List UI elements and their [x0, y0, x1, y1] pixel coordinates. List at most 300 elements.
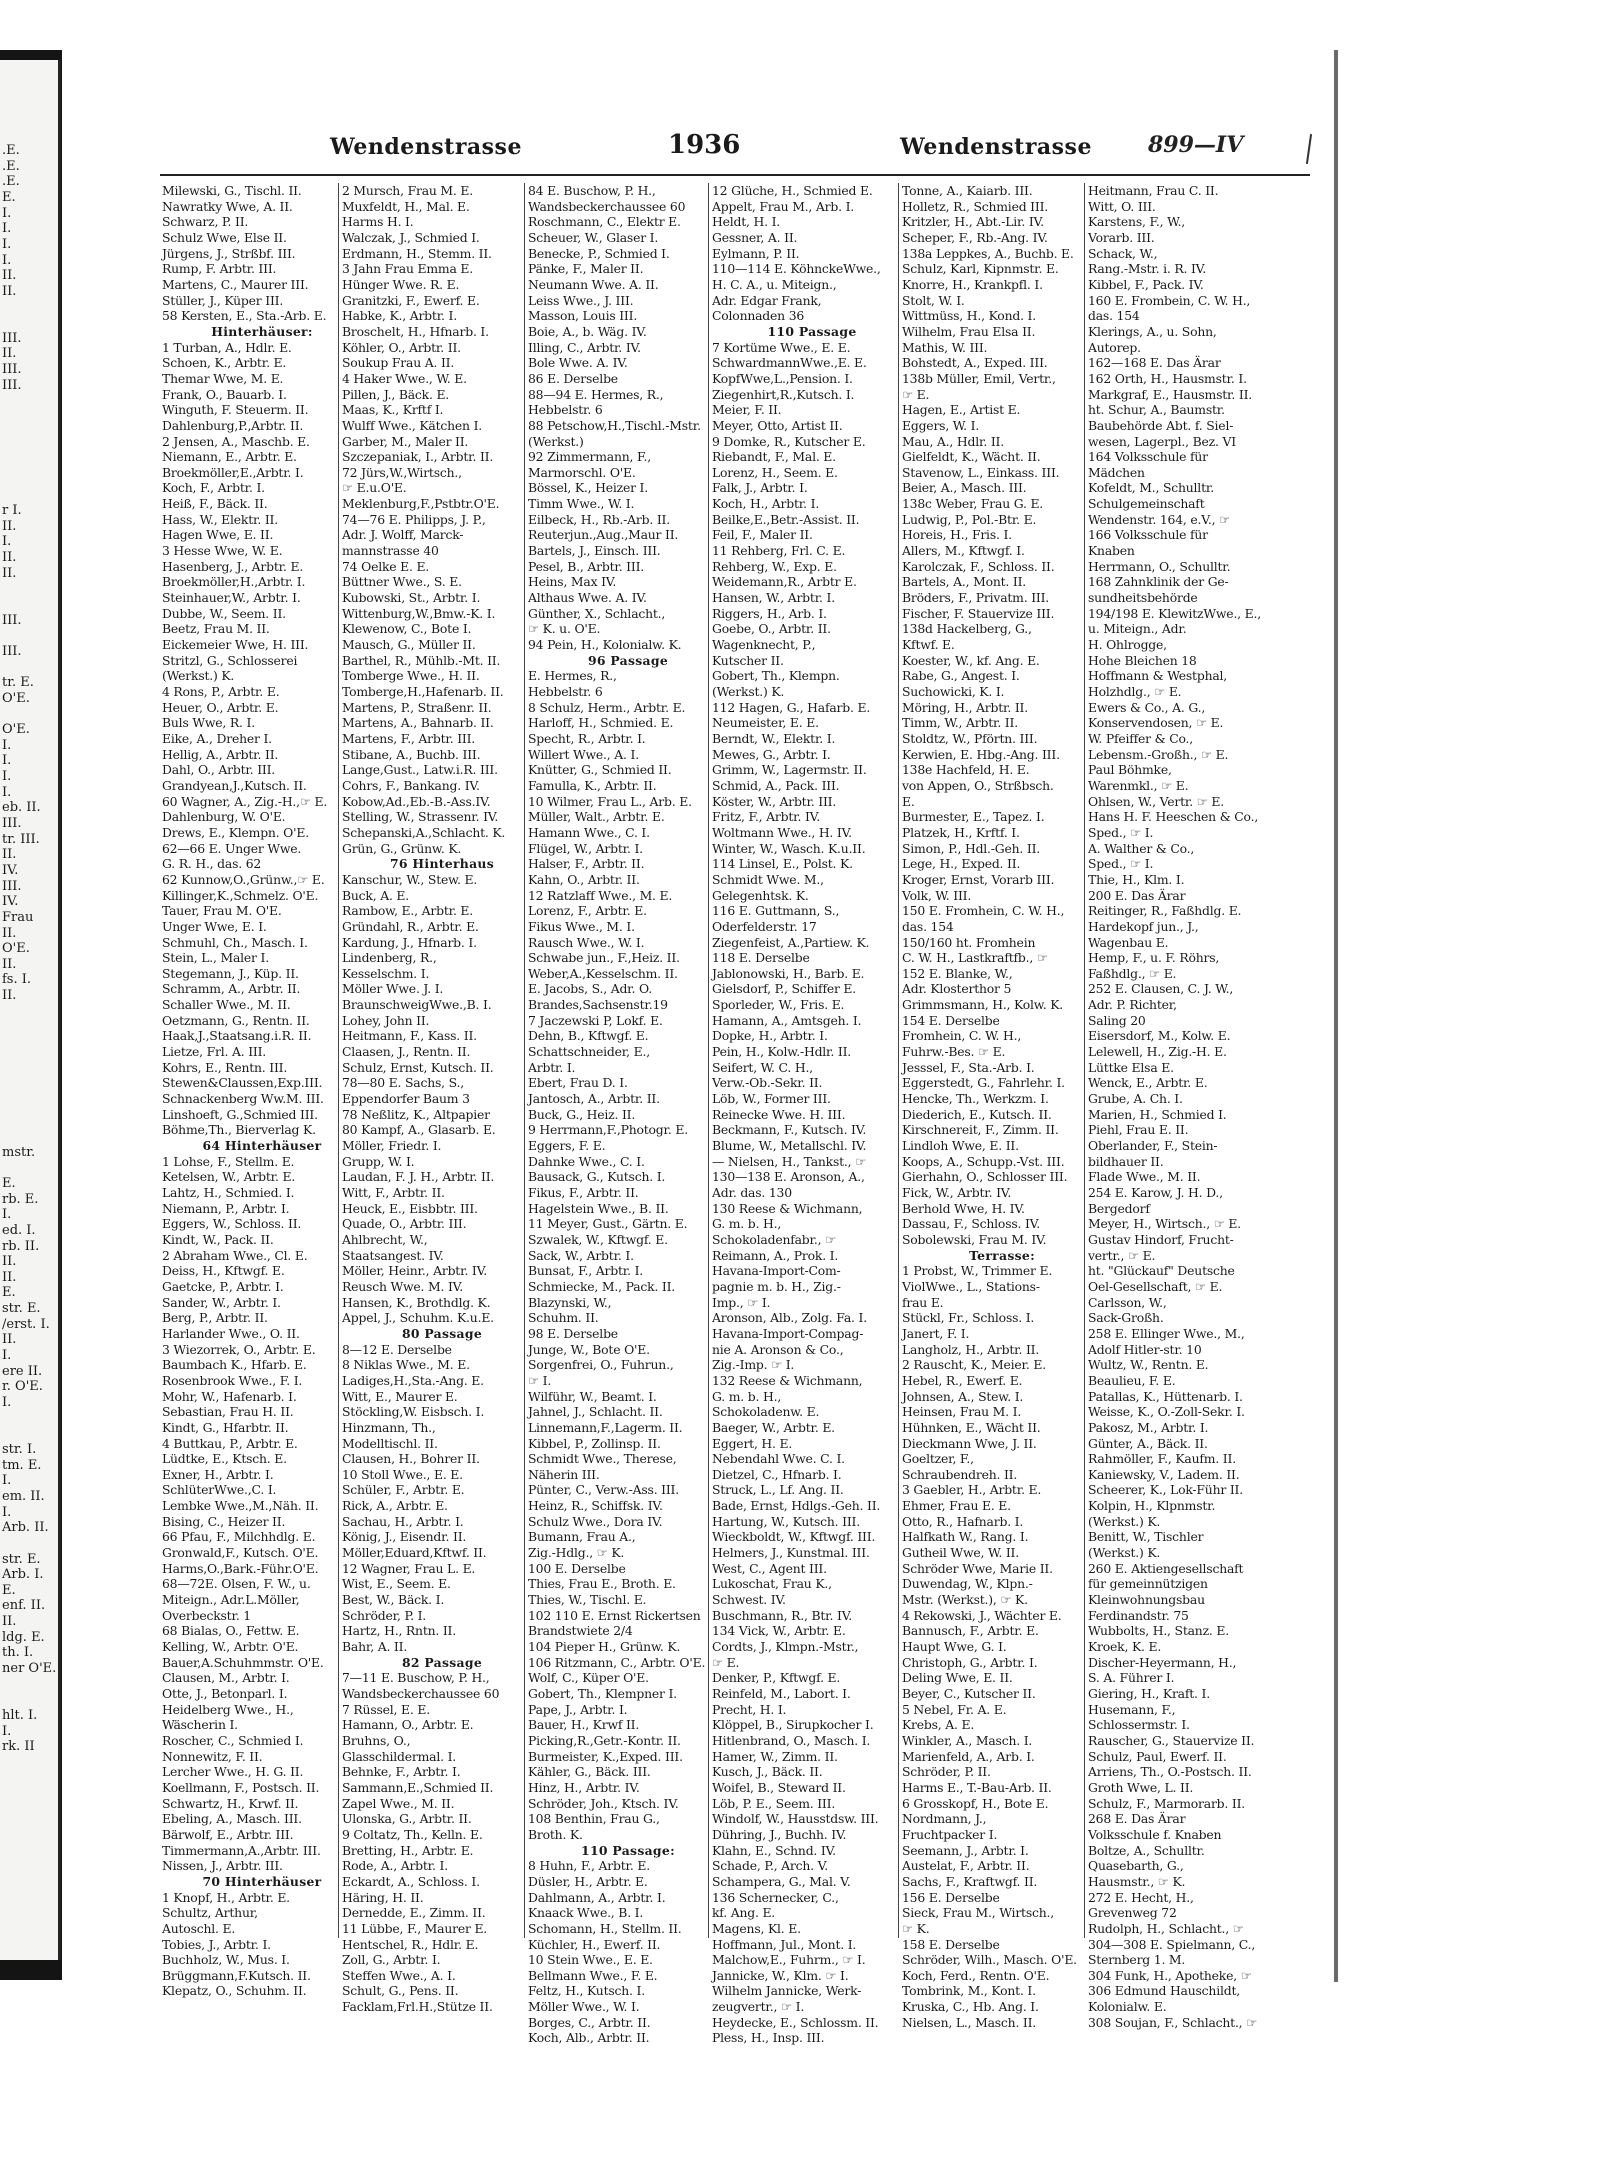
directory-entry: Ziegenfeist, A.,Partiew. K.	[712, 934, 870, 950]
directory-entry: Wagenbau E.	[1088, 934, 1169, 950]
directory-entry: Krebs, A. E.	[902, 1717, 975, 1733]
directory-entry: Precht, H. I.	[712, 1701, 787, 1717]
directory-entry: 194/198 E. KlewitzWwe., E.,	[1088, 605, 1261, 621]
directory-entry: 11 Rehberg, Frl. C. E.	[712, 543, 846, 559]
previous-page-fragment: I.	[2, 1395, 12, 1410]
directory-entry: Hinterhäuser:	[211, 323, 313, 339]
directory-entry: Eggers, F. E.	[528, 1138, 606, 1154]
directory-entry: 152 E. Blanke, W.,	[902, 965, 1013, 981]
directory-entry: 268 E. Das Ärar	[1088, 1811, 1186, 1827]
directory-entry: Heuer, O., Arbtr. E.	[162, 699, 279, 715]
directory-entry: Schmiecke, M., Pack. II.	[528, 1278, 676, 1294]
directory-entry: Terrasse:	[969, 1247, 1035, 1263]
directory-entry: Granitzki, F., Ewerf. E.	[342, 292, 480, 308]
directory-entry: Eggers, W. I.	[902, 417, 980, 433]
directory-entry: Meklenburg,F.,Pstbtr.O'E.	[342, 496, 500, 512]
previous-page-fragment: III.	[2, 878, 22, 894]
directory-entry: Groth Wwe, L. II.	[1088, 1779, 1194, 1795]
directory-entry: BraunschweigWwe.,B. I.	[342, 997, 492, 1013]
directory-entry: Dahlmann, A., Arbtr. I.	[528, 1889, 666, 1905]
directory-entry: W. Pfeiffer & Co.,	[1088, 730, 1193, 746]
directory-entry: Lange,Gust., Latw.i.R. III.	[342, 762, 498, 778]
directory-entry: 12 Wagner, Frau L. E.	[342, 1560, 476, 1576]
directory-entry: Ludwig, P., Pol.-Btr. E.	[902, 511, 1037, 527]
directory-entry: 88—94 E. Hermes, R.,	[528, 386, 664, 402]
directory-entry: Wubbolts, H., Stanz. E.	[1088, 1623, 1229, 1639]
directory-entry: Dahl, O., Arbtr. III.	[162, 762, 276, 778]
directory-entry: 168 Zahnklinik der Ge-	[1088, 574, 1229, 590]
previous-page-fragment: III.	[2, 815, 22, 831]
directory-entry: Adr. P. Richter,	[1088, 997, 1177, 1013]
directory-entry: 7 Jaczewski P, Lokf. E.	[528, 1012, 663, 1028]
directory-entry: A. Walther & Co.,	[1088, 840, 1195, 856]
directory-entry: Ebeling, A., Masch. III.	[162, 1811, 302, 1827]
directory-entry: Heydecke, E., Schlossm. II.	[712, 2014, 879, 2030]
directory-entry: ☞ E.	[902, 386, 930, 402]
directory-entry: 9 Domke, R., Kutscher E.	[712, 433, 866, 449]
directory-entry: Clausen, M., Arbtr. I.	[162, 1670, 290, 1686]
directory-entry: Steffen Wwe., A. I.	[342, 1967, 456, 1983]
directory-entry: Otte, J., Betonparl. I.	[162, 1686, 288, 1701]
directory-entry: Riebandt, F., Mal. E.	[712, 449, 836, 465]
directory-entry: Dietzel, C., Hfnarb. I.	[712, 1466, 842, 1482]
directory-entry: 8—12 E. Derselbe	[342, 1341, 452, 1357]
directory-entry: Famulla, K., Arbtr. II.	[528, 777, 657, 793]
previous-page-fragment: O'E.	[2, 941, 30, 957]
directory-entry: Zapel Wwe., M. II.	[342, 1795, 455, 1811]
directory-entry: Nonnewitz, F. II.	[162, 1748, 263, 1764]
directory-entry: Dieckmann Wwe, J. II.	[902, 1435, 1037, 1451]
directory-entry: Rudolph, H., Schlacht., ☞	[1088, 1920, 1244, 1936]
directory-entry: Weidemann,R., Arbtr E.	[712, 574, 857, 590]
directory-entry: Winkler, A., Masch. I.	[902, 1732, 1033, 1748]
directory-entry: 306 Edmund Hauschildt,	[1088, 1983, 1240, 1999]
directory-entry: Schack, W.,	[1088, 245, 1158, 261]
directory-entry: Eggert, H. E.	[712, 1435, 793, 1451]
directory-entry: Gobert, Th., Klempner I.	[528, 1686, 677, 1701]
directory-entry: Heitmann, Frau C. II.	[1088, 183, 1219, 198]
directory-entry: Nordmann, J.,	[902, 1811, 987, 1827]
directory-entry: Feltz, H., Kutsch. I.	[528, 1983, 645, 1999]
directory-entry: Walczak, J., Schmied I.	[342, 229, 480, 245]
directory-entry: Baeger, W., Arbtr. E.	[712, 1419, 835, 1435]
directory-entry: 108 Benthin, Frau G.,	[528, 1811, 660, 1827]
directory-entry: 304—308 E. Spielmann, C.,	[1088, 1936, 1256, 1952]
directory-entry: Wittmüss, H., Kond. I.	[902, 308, 1036, 324]
directory-entry: 4 Haker Wwe., W. E.	[342, 370, 467, 386]
directory-entry: König, J., Eisendr. II.	[342, 1529, 467, 1545]
directory-entry: 5 Nebel, Fr. A. E.	[902, 1701, 1007, 1717]
directory-entry: Eilbeck, H., Rb.-Arb. II.	[528, 511, 670, 527]
directory-entry: Büttner Wwe., S. E.	[342, 574, 462, 590]
directory-entry: Klöppel, B., Sirupkocher I.	[712, 1717, 874, 1733]
directory-entry: Stegemann, J., Küp. II.	[162, 965, 299, 981]
directory-entry: 58 Kersten, E., Sta.-Arb. E.	[162, 308, 327, 324]
directory-entry: Grupp, W. I.	[342, 1153, 415, 1169]
directory-entry: Berndt, W., Elektr. I.	[712, 730, 836, 746]
directory-entry: Hühnken, E., Wächt II.	[902, 1419, 1041, 1435]
directory-entry: Kesselschm. I.	[342, 965, 430, 981]
directory-entry: Rump, F. Arbtr. III.	[162, 261, 277, 277]
directory-entry: Christoph, G., Arbtr. I.	[902, 1654, 1038, 1670]
directory-entry: E. Hermes, R.,	[528, 668, 617, 684]
directory-entry: Nawratky Wwe, A. II.	[162, 198, 293, 214]
directory-entry: Hinzmann, Th.,	[342, 1419, 436, 1435]
directory-entry: 1 Knopf, H., Arbtr. E.	[162, 1889, 290, 1905]
directory-entry: Grandyean,J.,Kutsch. II.	[162, 777, 307, 793]
directory-entry: Schoen, K., Arbtr. E.	[162, 355, 287, 371]
directory-entry: 1 Probst, W., Trimmer E.	[902, 1263, 1053, 1279]
directory-entry: Neumeister, E. E.	[712, 715, 819, 731]
directory-entry: Knaben	[1088, 543, 1135, 559]
directory-entry: Seifert, W. C. H.,	[712, 1059, 813, 1075]
page-header	[258, 128, 1288, 168]
directory-entry: 7—11 E. Buschow, P. H.,	[342, 1670, 490, 1686]
directory-entry: Hoffmann, Jul., Mont. I.	[712, 1936, 857, 1952]
directory-entry: 7 Kortüme Wwe., E. E.	[712, 339, 851, 355]
directory-entry: 60 Wagner, A., Zig.-H.,☞ E.	[162, 793, 328, 809]
directory-entry: Wagenknecht, P.,	[712, 637, 816, 653]
directory-entry: Feil, F., Maler II.	[712, 527, 813, 543]
directory-entry: Stewen&Claussen,Exp.III.	[162, 1075, 323, 1091]
directory-entry: Hitlenbrand, O., Masch. I.	[712, 1732, 871, 1748]
directory-entry: Rahmöller, F., Kaufm. II.	[1088, 1451, 1236, 1467]
previous-page-fragment: III.	[2, 377, 22, 393]
directory-entry: Gessner, A. II.	[712, 229, 798, 245]
directory-entry: Lege, H., Exped. II.	[902, 856, 1021, 872]
directory-entry: Hamann, O., Arbtr. E.	[342, 1717, 474, 1733]
previous-page-fragment: ldg. E.	[2, 1629, 45, 1645]
directory-entry: Eickemeier Wwe, H. III.	[162, 637, 309, 653]
directory-entry: Oel-Gesellschaft, ☞ E.	[1088, 1278, 1223, 1294]
directory-entry: E. Jacobs, S., Adr. O.	[528, 981, 652, 997]
directory-entry: 68 Bialas, O., Fettw. E.	[162, 1623, 300, 1639]
directory-entry: Witt, F., Arbtr. II.	[342, 1185, 445, 1200]
directory-entry: Martens, P., Straßenr. II.	[342, 699, 492, 715]
directory-entry: 138d Hackelberg, G.,	[902, 621, 1032, 637]
directory-entry: Pless, H., Insp. III.	[712, 2030, 825, 2046]
directory-entry: Deiss, H., Kftwgf. E.	[162, 1263, 285, 1279]
previous-page-fragment: r. O'E.	[2, 1379, 43, 1395]
directory-entry: Kofeldt, M., Schulltr.	[1088, 480, 1214, 496]
directory-entry: Kruska, C., Hb. Ang. I.	[902, 1999, 1039, 2015]
directory-entry: Schulz, Ernst, Kutsch. II.	[342, 1059, 494, 1075]
directory-entry: 4 Buttkau, P., Arbtr. E.	[162, 1435, 298, 1451]
directory-entry: Goebe, O., Arbtr. II.	[712, 621, 831, 637]
directory-entry: Bade, Ernst, Hdlgs.-Geh. II.	[712, 1498, 881, 1514]
directory-entry: Weisse, K., O.-Zoll-Sekr. I.	[1088, 1404, 1245, 1420]
directory-entry: 166 Volksschule für	[1088, 527, 1208, 543]
directory-entry: Timm, W., Arbtr. II.	[902, 715, 1018, 731]
directory-entry: Näherin III.	[528, 1466, 600, 1482]
directory-entry: Bumann, Frau A.,	[528, 1529, 636, 1545]
directory-entry: Kirschnereit, F., Zimm. II.	[902, 1122, 1059, 1138]
directory-entry: 62 Kunnow,O.,Grünw.,☞ E.	[162, 871, 325, 887]
directory-entry: Tomberge Wwe., H. II.	[342, 668, 480, 684]
previous-page-fragment: tm. E.	[2, 1457, 42, 1473]
directory-entry: 80 Kampf, A., Glasarb. E.	[342, 1122, 496, 1138]
directory-entry: Wolf, C., Küper O'E.	[528, 1670, 649, 1686]
directory-entry: ☞ E.u.O'E.	[342, 480, 407, 496]
directory-entry: von Appen, O., Strßbsch.	[902, 777, 1054, 793]
directory-entry: Grube, A. Ch. I.	[1088, 1091, 1183, 1107]
directory-entry: 62—66 E. Unger Wwe.	[162, 840, 302, 856]
directory-entry: Kibbel, F., Pack. IV.	[1088, 276, 1204, 292]
previous-page-fragment: tr. E.	[2, 675, 34, 691]
directory-entry: 10 Stein Wwe., E. E.	[528, 1952, 653, 1968]
directory-entry: sundheitsbehörde	[1088, 590, 1198, 606]
directory-entry: Hardekopf jun., J.,	[1088, 918, 1199, 934]
directory-entry: Harlander Wwe., O. II.	[162, 1325, 300, 1341]
previous-page-fragment: I.	[2, 221, 12, 237]
directory-column-5	[902, 183, 1102, 2030]
directory-entry: E.	[902, 793, 915, 809]
directory-entry: Benitt, W., Tischler	[1088, 1529, 1204, 1545]
directory-entry: Schulz Wwe., Dora IV.	[528, 1513, 663, 1529]
directory-entry: mannstrasse 40	[342, 543, 439, 559]
directory-entry: 2 Jensen, A., Maschb. E.	[162, 433, 310, 449]
directory-entry: Kritzler, H., Abt.-Lir. IV.	[902, 214, 1044, 230]
column-divider	[338, 183, 339, 1938]
directory-entry: Beaulieu, F. E.	[1088, 1372, 1176, 1388]
street-name-left: Wendenstrasse	[330, 134, 522, 160]
directory-entry: Buck, A. E.	[342, 887, 410, 903]
directory-entry: Schmidt Wwe. M.,	[712, 871, 824, 887]
directory-entry: Wilhelm, Frau Elsa II.	[902, 323, 1036, 339]
directory-entry: Horeis, H., Fris. I.	[902, 527, 1012, 543]
previous-page-fragment: Frau	[2, 909, 34, 925]
directory-entry: Rosenbrook Wwe., F. I.	[162, 1372, 303, 1388]
directory-entry: Harms H. I.	[342, 214, 414, 230]
directory-entry: Thies, W., Tischl. E.	[528, 1592, 647, 1608]
directory-entry: Lahtz, H., Schmied. I.	[162, 1185, 295, 1200]
directory-entry: Halfkath W., Rang. I.	[902, 1529, 1029, 1545]
directory-entry: Roscher, C., Schmied I.	[162, 1732, 304, 1748]
directory-entry: Adr. das. 130	[712, 1185, 792, 1200]
directory-entry: Witt, O. III.	[1088, 198, 1156, 214]
directory-entry: Woltmann Wwe., H. IV.	[712, 824, 852, 840]
directory-entry: 304 Funk, H., Apotheke, ☞	[1088, 1967, 1252, 1983]
directory-entry: Platzek, H., Krftf. I.	[902, 824, 1020, 840]
directory-entry: (Werkst.) K.	[712, 684, 785, 699]
directory-entry: Halser, F., Arbtr. II.	[528, 856, 645, 872]
directory-entry: Gielfeldt, K., Wächt. II.	[902, 449, 1041, 465]
directory-entry: Zoll, G., Arbtr. I.	[342, 1952, 441, 1968]
directory-entry: Wandsbeckerchaussee 60	[342, 1686, 500, 1701]
directory-entry: Karstens, F., W.,	[1088, 214, 1185, 230]
directory-entry: Schröder, Wilh., Masch. O'E.	[902, 1952, 1077, 1968]
previous-page-fragment: I.	[2, 534, 12, 550]
directory-entry: Schramm, A., Arbtr. II.	[162, 981, 301, 997]
directory-entry: Sternberg 1. M.	[1088, 1952, 1186, 1968]
directory-entry: Garber, M., Maler II.	[342, 433, 469, 449]
directory-entry: Langholz, H., Arbtr. II.	[902, 1341, 1040, 1357]
directory-entry: (Werkst.) K.	[1088, 1513, 1161, 1529]
previous-page-fragment: O'E.	[2, 690, 30, 706]
directory-entry: 138e Hachfeld, H. E.	[902, 762, 1030, 778]
directory-entry: Harms,O.,Bark.-Führ.O'E.	[162, 1560, 319, 1576]
directory-entry: Bising, C., Heizer II.	[162, 1513, 286, 1529]
directory-entry: Herrmann, O., Schulltr.	[1088, 558, 1231, 574]
directory-entry: Heinsen, Frau M. I.	[902, 1404, 1022, 1420]
previous-page-fragment: I.	[2, 784, 12, 800]
directory-entry: Helmers, J., Kunstmal. III.	[712, 1545, 870, 1561]
previous-page-fragment: II.	[2, 1269, 17, 1285]
directory-entry: Koellmann, F., Postsch. II.	[162, 1779, 320, 1795]
directory-entry: Stückl, Fr., Schloss. I.	[902, 1310, 1035, 1326]
directory-entry: Hebel, R., Ewerf. E.	[902, 1372, 1023, 1388]
directory-entry: 116 E. Guttmann, S.,	[712, 903, 840, 919]
directory-entry: Stibane, A., Buchb. III.	[342, 746, 481, 762]
directory-entry: Grevenweg 72	[1088, 1905, 1177, 1921]
directory-entry: Goeltzer, F.,	[902, 1451, 974, 1467]
previous-page-fragment: II.	[2, 346, 17, 362]
directory-entry: Klahn, E., Schnd. IV.	[712, 1842, 836, 1858]
previous-page-fragment: /erst. I.	[2, 1316, 50, 1332]
directory-entry: Kindt, W., Pack. II.	[162, 1231, 274, 1247]
directory-entry: Jannicke, W., Klm. ☞ I.	[712, 1967, 849, 1983]
directory-entry: Aronson, Alb., Zolg. Fa. I.	[712, 1310, 867, 1326]
directory-entry: Haupt Wwe, G. I.	[902, 1639, 1007, 1655]
directory-entry: 80 Passage	[401, 1325, 483, 1341]
directory-entry: Quasebarth, G.,	[1088, 1858, 1184, 1874]
directory-entry: Reuterjun.,Aug.,Maur II.	[528, 527, 679, 543]
directory-column-1	[162, 183, 362, 1999]
directory-entry: Lindenberg, R.,	[342, 950, 437, 966]
directory-entry: Weber,A.,Kesselschm. II.	[528, 965, 678, 981]
directory-entry: Lohey, John II.	[342, 1012, 430, 1028]
directory-entry: Giering, H., Kraft. I.	[1088, 1686, 1210, 1701]
directory-entry: Schulz Wwe, Else II.	[162, 229, 287, 245]
directory-entry: Jantosch, A., Arbtr. II.	[528, 1091, 660, 1107]
directory-entry: Schwarz, P. II.	[162, 214, 249, 230]
directory-entry: Dopke, H., Arbtr. I.	[712, 1028, 828, 1044]
previous-page-fragment: rb. II.	[2, 1238, 40, 1254]
previous-page-fragment: rk. II	[2, 1739, 35, 1755]
directory-entry: Schulgemeinschaft	[1088, 496, 1205, 512]
directory-entry: Wandsbeckerchaussee 60	[528, 198, 686, 214]
directory-entry: Barthel, R., Mühlb.-Mt. II.	[342, 652, 501, 668]
directory-entry: Rausch Wwe., W. I.	[528, 934, 645, 950]
previous-page-fragment: th. I.	[2, 1645, 34, 1661]
directory-entry: Facklam,Frl.H.,Stütze II.	[342, 1999, 493, 2015]
directory-entry: Kubowski, St., Arbtr. I.	[342, 590, 481, 606]
directory-entry: Baumbach K., Hfarb. E.	[162, 1357, 307, 1373]
directory-entry: Dubbe, W., Seem. II.	[162, 605, 286, 621]
previous-page-fragment: em. II.	[2, 1488, 45, 1504]
directory-entry: Hentschel, R., Hdlr. E.	[342, 1936, 479, 1952]
previous-page-fragment: E.	[2, 1285, 16, 1301]
directory-entry: 102 110 E. Ernst Rickertsen	[528, 1607, 701, 1623]
directory-entry: Schraubendreh. II.	[902, 1466, 1018, 1482]
directory-entry: Denker, P., Kftwgf. E.	[712, 1670, 841, 1686]
directory-entry: 118 E. Derselbe	[712, 950, 810, 966]
directory-entry: Bössel, K., Heizer I.	[528, 480, 648, 496]
directory-entry: Thie, H., Klm. I.	[1088, 871, 1185, 887]
directory-entry: Junge, W., Bote O'E.	[528, 1341, 650, 1357]
directory-entry: Koester, W., kf. Ang. E.	[902, 652, 1040, 668]
directory-entry: Jahnel, J., Schlacht. II.	[528, 1404, 663, 1420]
directory-entry: Burmester, E., Tapez. I.	[902, 809, 1045, 825]
directory-entry: Schlossermstr. I.	[1088, 1717, 1190, 1733]
directory-entry: 6 Grosskopf, H., Bote E.	[902, 1795, 1049, 1811]
directory-entry: 112 Hagen, G., Hafarb. E.	[712, 699, 871, 715]
directory-entry: Malchow,E., Fuhrm., ☞ I.	[712, 1952, 866, 1968]
directory-entry: 78—80 E. Sachs, S.,	[342, 1075, 464, 1091]
directory-entry: Erdmann, H., Stemm. II.	[342, 245, 492, 261]
directory-entry: 78 Neßlitz, K., Altpapier	[342, 1106, 490, 1122]
previous-page-fragment: III.	[2, 612, 22, 628]
directory-entry: Schwest. IV.	[712, 1592, 786, 1608]
directory-entry: Eckardt, A., Schloss. I.	[342, 1873, 480, 1889]
directory-entry: 160 E. Frombein, C. W. H.,	[1088, 292, 1251, 308]
directory-entry: Pänke, F., Maler II.	[528, 261, 644, 277]
directory-entry: Staatsangest. IV.	[342, 1247, 444, 1263]
directory-entry: 272 E. Hecht, H.,	[1088, 1889, 1194, 1905]
previous-page-fragment: I.	[2, 753, 12, 769]
directory-entry: Haak,J.,Staatsang.i.R. II.	[162, 1028, 312, 1044]
directory-entry: 11 Lübbe, F., Maurer E.	[342, 1920, 488, 1936]
directory-entry: vertr., ☞ E.	[1088, 1247, 1156, 1263]
directory-entry: zeugvertr., ☞ I.	[712, 1999, 805, 2015]
directory-entry: Fikus Wwe., M. I.	[528, 918, 635, 934]
directory-entry: Verw.-Ob.-Sekr. II.	[712, 1075, 823, 1091]
directory-entry: Fuhrw.-Bes. ☞ E.	[902, 1044, 1006, 1060]
directory-entry: Lebensm.-Großh., ☞ E.	[1088, 746, 1229, 762]
directory-entry: Dühring, J., Buchh. IV.	[712, 1826, 847, 1842]
directory-entry: Autoschl. E.	[162, 1920, 236, 1936]
directory-entry: Schüler, F., Arbtr. E.	[342, 1482, 465, 1498]
directory-entry: Heiß, F., Bäck. II.	[162, 496, 268, 512]
directory-entry: 110 Passage	[767, 323, 857, 339]
directory-entry: Roschmann, C., Elektr E.	[528, 214, 681, 230]
directory-entry: Schultz, Arthur,	[162, 1905, 258, 1921]
directory-entry: Hamer, W., Zimm. II.	[712, 1748, 838, 1764]
directory-entry: Lindloh Wwe, E. II.	[902, 1138, 1019, 1154]
directory-entry: Günther, X., Schlacht.,	[528, 605, 666, 621]
directory-entry: Knorre, H., Krankpfl. I.	[902, 276, 1043, 292]
directory-entry: Düsler, H., Arbtr. E.	[528, 1873, 648, 1889]
directory-entry: 2 Mursch, Frau M. E.	[342, 183, 473, 198]
directory-entry: Nissen, J., Arbtr. III.	[162, 1858, 283, 1874]
directory-entry: Stritzl, G., Schlosserei	[162, 652, 298, 668]
directory-entry: 82 Passage	[401, 1654, 483, 1670]
directory-entry: Borges, C., Arbtr. II.	[528, 2014, 651, 2030]
directory-entry: Warenmkl., ☞ E.	[1088, 777, 1189, 793]
directory-entry: Schokoladenw. E.	[712, 1404, 820, 1420]
previous-page-fragment: II.	[2, 988, 17, 1004]
directory-entry: Gierhahn, O., Schlosser III.	[902, 1169, 1068, 1185]
directory-entry: Nielsen, L., Masch. II.	[902, 2014, 1037, 2030]
directory-entry: SchwardmannWwe.,E. E.	[712, 355, 867, 371]
directory-entry: Suchowicki, K. I.	[902, 684, 1005, 699]
directory-entry: ☞ I.	[528, 1372, 552, 1388]
directory-entry: 9 Herrmann,F.,Photogr. E.	[528, 1122, 688, 1138]
directory-entry: Eike, A., Dreher I.	[162, 730, 272, 746]
directory-entry: Stöckling,W. Eisbsch. I.	[342, 1404, 485, 1420]
directory-entry: Sammann,E.,Schmied II.	[342, 1779, 494, 1795]
previous-page-fragment: Arb. II.	[2, 1520, 49, 1536]
directory-entry: Lorenz, F., Arbtr. E.	[528, 903, 647, 919]
directory-entry: Rode, A., Arbtr. I.	[342, 1858, 448, 1874]
directory-entry: Hamann Wwe., C. I.	[528, 824, 650, 840]
directory-entry: Flade Wwe., M. II.	[1088, 1169, 1201, 1185]
directory-entry: Ahlbrecht, W.,	[342, 1231, 428, 1247]
directory-entry: 110—114 E. KöhnckeWwe.,	[712, 261, 881, 277]
directory-entry: West, C., Agent III.	[712, 1560, 827, 1576]
previous-page-fragment: str. E.	[2, 1551, 41, 1567]
directory-entry: Masson, Louis III.	[528, 308, 638, 324]
